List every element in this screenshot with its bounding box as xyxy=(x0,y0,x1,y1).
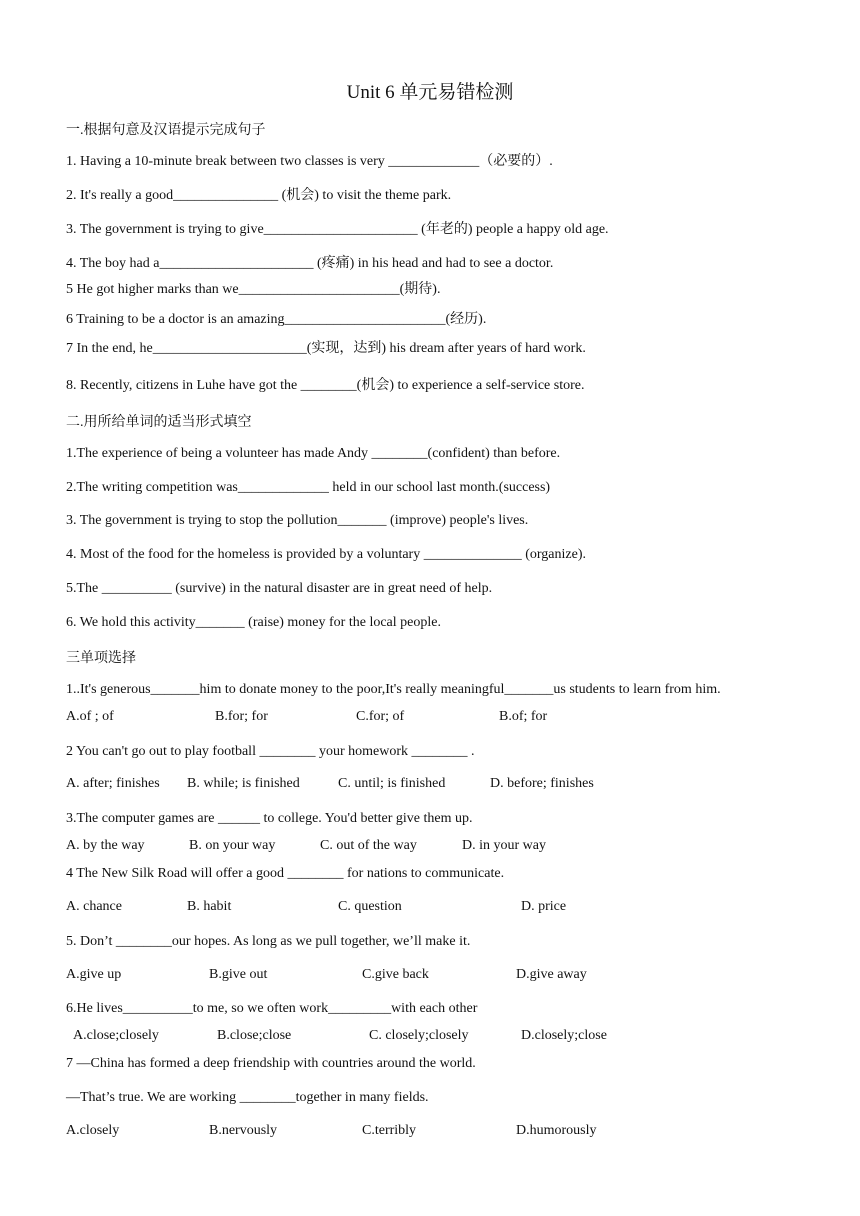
s3-question-7-reply: —That’s true. We are working ________together in many fields. xyxy=(66,1090,429,1105)
s3-q2-option-a: A. after; finishes xyxy=(66,776,160,791)
s3-question-3-stem: 3.The computer games are ______ to college. You'd better give them up. xyxy=(66,811,473,826)
s3-q5-option-c: C.give back xyxy=(362,967,429,982)
s3-q5-option-a: A.give up xyxy=(66,967,122,982)
s3-q7-option-b: B.nervously xyxy=(209,1123,278,1138)
s1-question-4: 4. The boy had a______________________ (疼痛) in his head and had to see a doctor. xyxy=(66,256,554,271)
s3-q3-option-c: C. out of the way xyxy=(320,838,417,853)
s1-question-2: 2. It's really a good_______________ (机会) to visit the theme park. xyxy=(66,188,452,203)
s3-q4-option-b: B. habit xyxy=(187,899,232,914)
s2-question-4: 4. Most of the food for the homeless is provided by a voluntary ______________ (organize). xyxy=(66,547,586,562)
s3-question-7-stem: 7 —China has formed a deep friendship with countries around the world. xyxy=(66,1056,476,1071)
s3-q4-option-a: A. chance xyxy=(66,899,122,914)
s3-q1-option-b: B.for; for xyxy=(215,709,268,724)
s2-question-3: 3. The government is trying to stop the pollution_______ (improve) people's lives. xyxy=(66,513,529,528)
s2-question-2: 2.The writing competition was_____________ held in our school last month.(success) xyxy=(66,480,551,495)
s3-q3-option-a: A. by the way xyxy=(66,838,145,853)
s3-q4-option-c: C. question xyxy=(338,899,402,914)
s1-question-1: 1. Having a 10-minute break between two classes is very _____________（必要的）. xyxy=(66,154,553,169)
s3-q1-option-a: A.of ; of xyxy=(66,709,114,724)
s1-question-3: 3. The government is trying to give______________________ (年老的) people a happy old age. xyxy=(66,222,609,237)
s3-question-5-stem: 5. Don’t ________our hopes. As long as we pull together, we’ll make it. xyxy=(66,934,471,949)
s3-q2-option-b: B. while; is finished xyxy=(187,776,300,791)
section-2-heading: 二.用所给单词的适当形式填空 xyxy=(66,415,252,430)
s3-q6-option-a: A.close;closely xyxy=(73,1028,159,1043)
page-title: Unit 6 单元易错检测 xyxy=(346,82,514,103)
s3-question-4-stem: 4 The New Silk Road will offer a good ________ for nations to communicate. xyxy=(66,866,505,881)
section-3-heading: 三单项选择 xyxy=(66,651,136,666)
s2-question-1: 1.The experience of being a volunteer has made Andy ________(confident) than before. xyxy=(66,446,561,461)
s3-question-6-stem: 6.He lives__________to me, so we often work_________with each other xyxy=(66,1001,478,1016)
s1-question-7: 7 In the end, he______________________(实现，达到) his dream after years of hard work. xyxy=(66,341,586,356)
s3-q6-option-d: D.closely;close xyxy=(521,1028,607,1043)
s1-question-6: 6 Training to be a doctor is an amazing_______________________(经历). xyxy=(66,312,487,327)
section-1-heading: 一.根据句意及汉语提示完成句子 xyxy=(66,123,266,138)
s3-q3-option-b: B. on your way xyxy=(189,838,276,853)
s1-question-8: 8. Recently, citizens in Luhe have got the ________(机会) to experience a self-service store. xyxy=(66,378,585,393)
s2-question-5: 5.The __________ (survive) in the natural disaster are in great need of help. xyxy=(66,581,493,596)
s3-q2-option-c: C. until; is finished xyxy=(338,776,446,791)
s3-q7-option-d: D.humorously xyxy=(516,1123,597,1138)
s3-q3-option-d: D. in your way xyxy=(462,838,546,853)
s3-q7-option-c: C.terribly xyxy=(362,1123,417,1138)
s3-q5-option-b: B.give out xyxy=(209,967,268,982)
s3-q5-option-d: D.give away xyxy=(516,967,587,982)
s3-q1-option-d: B.of; for xyxy=(499,709,548,724)
s3-q6-option-b: B.close;close xyxy=(217,1028,292,1043)
s3-question-2-stem: 2 You can't go out to play football ________ your homework ________ . xyxy=(66,744,475,759)
s3-q4-option-d: D. price xyxy=(521,899,567,914)
s3-q1-option-c: C.for; of xyxy=(356,709,405,724)
s3-question-1-stem: 1..It's generous_______him to donate money to the poor,It's really meaningful_______us students to learn from him. xyxy=(66,682,721,697)
s3-q7-option-a: A.closely xyxy=(66,1123,120,1138)
s3-q6-option-c: C. closely;closely xyxy=(369,1028,469,1043)
s2-question-6: 6. We hold this activity_______ (raise) money for the local people. xyxy=(66,615,441,630)
s3-q2-option-d: D. before; finishes xyxy=(490,776,594,791)
s1-question-5: 5 He got higher marks than we_______________________(期待). xyxy=(66,282,441,297)
